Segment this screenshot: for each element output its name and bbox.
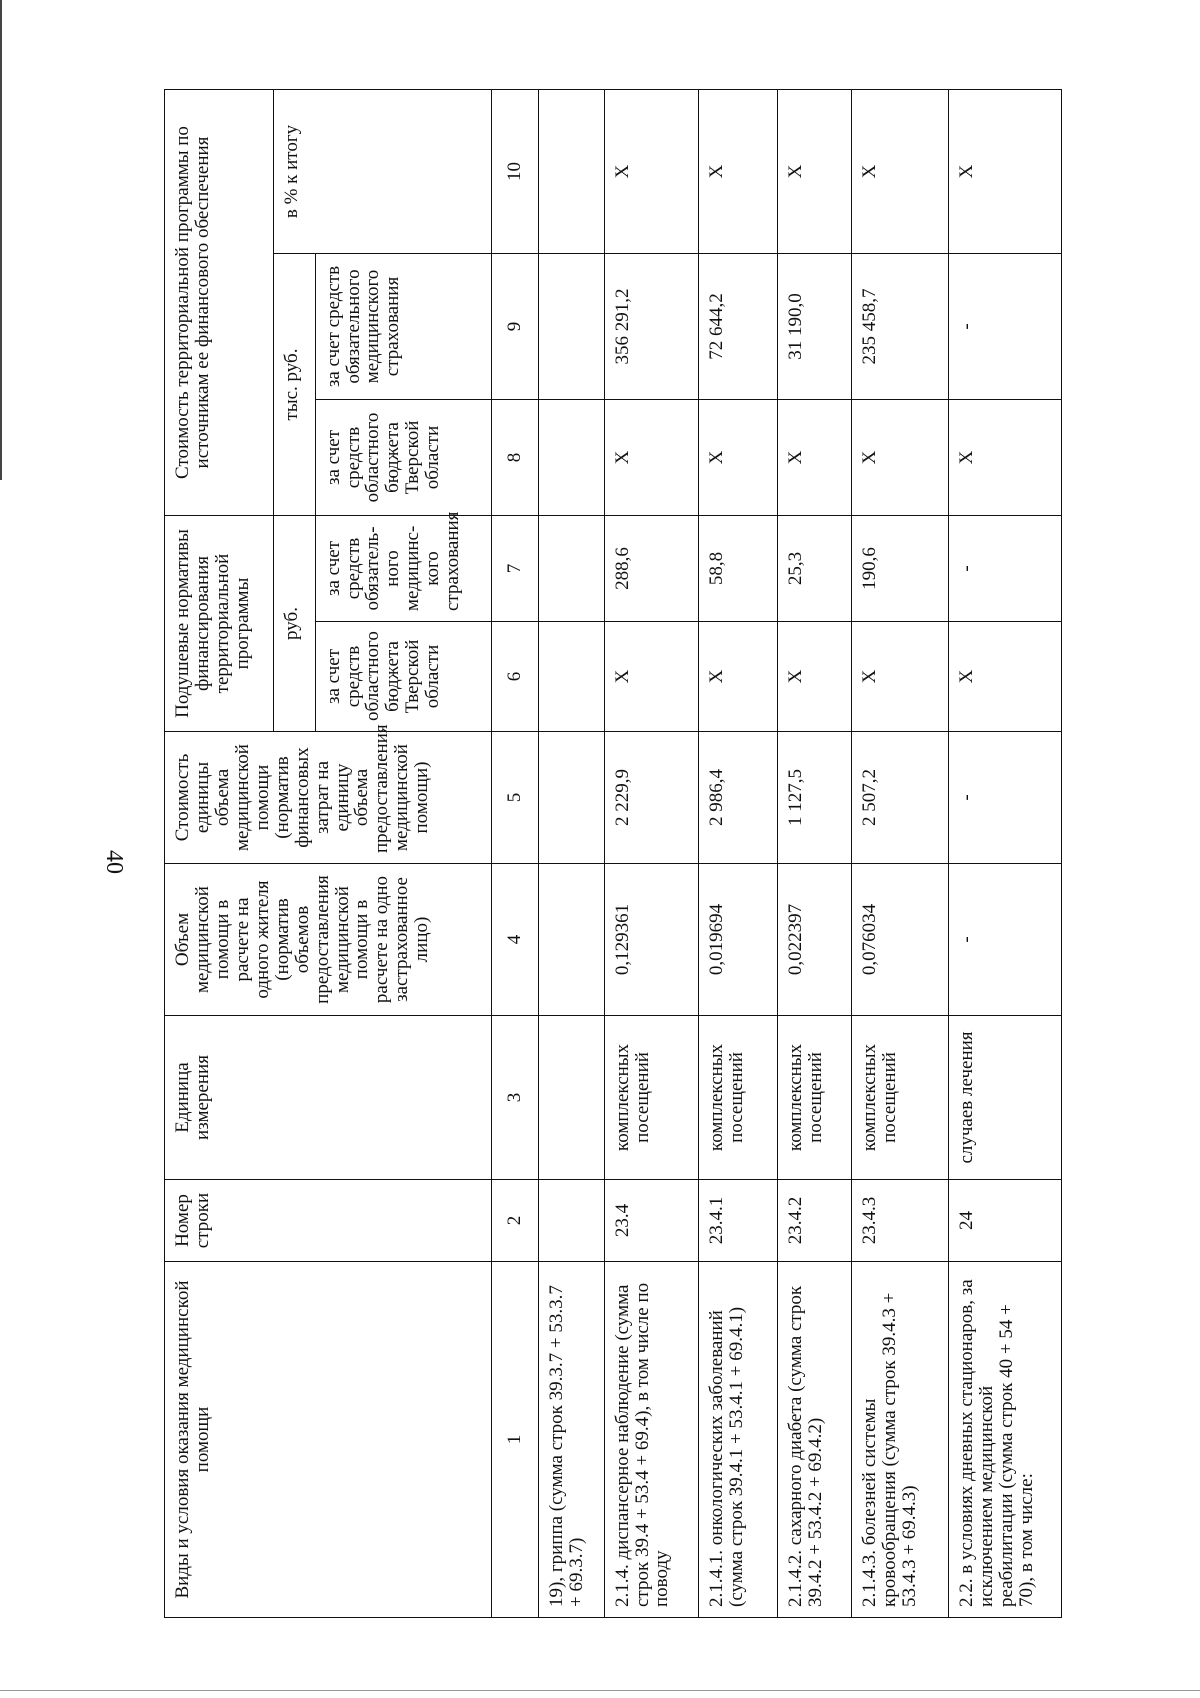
header-cell: за счет средств областного бюджета Тверской области xyxy=(315,622,491,732)
row-name: 19), гриппа (сумма строк 39.3.7 + 53.3.7 + 69.3.7) xyxy=(539,1262,604,1618)
row-line-number: 23.4 xyxy=(604,1180,699,1262)
column-number: 1 xyxy=(491,1262,538,1618)
page-number: 40 xyxy=(101,850,127,874)
header-cell: Объем медицинской помощи в расчете на одного жителя (норматив объемов предоставления медицинской помощи в расчете на одно застрахованное лицо) xyxy=(165,864,492,1016)
row-volume: 0,019694 xyxy=(699,864,778,1016)
column-number: 8 xyxy=(491,400,538,516)
row-pct: Х xyxy=(699,90,778,254)
row-name: 2.1.4.1. онкологических заболеваний (сумма строк 39.4.1 + 53.4.1 + 69.4.1) xyxy=(699,1262,778,1618)
column-number: 9 xyxy=(491,254,538,400)
header-unit-cell: тыс. руб. xyxy=(273,254,315,516)
row-volume: 0,022397 xyxy=(778,864,852,1016)
row-cost-oms: 31 190,0 xyxy=(778,254,852,400)
row-cost-budget: Х xyxy=(699,400,778,516)
row-cost-budget: Х xyxy=(852,400,949,516)
row-norm-oms: 25,3 xyxy=(778,516,852,622)
row-norm-oms xyxy=(539,516,604,622)
row-unit xyxy=(539,1016,604,1180)
row-unit: комплексных посещений xyxy=(604,1016,699,1180)
column-number: 7 xyxy=(491,516,538,622)
row-pct: Х xyxy=(604,90,699,254)
row-unit: комплексных посещений xyxy=(778,1016,852,1180)
header-cell: в % к итогу xyxy=(273,90,491,254)
row-norm-oms: - xyxy=(949,516,1062,622)
scan-edge-line xyxy=(0,1690,1200,1691)
data-table xyxy=(164,89,1062,1618)
row-norm-budget: Х xyxy=(778,622,852,732)
row-unit: комплексных посещений xyxy=(699,1016,778,1180)
row-norm-oms: 190,6 xyxy=(852,516,949,622)
row-cost-oms xyxy=(539,254,604,400)
header-cell: Виды и условия оказания медицинской помощи xyxy=(165,1262,492,1618)
row-name: 2.1.4.3. болезней системы кровообращения (сумма строк 39.4.3 + 53.4.3 + 69.4.3) xyxy=(852,1262,949,1618)
row-cost-unit: - xyxy=(949,732,1062,864)
header-cell: за счет средств обязатель-ного медицинс-кого страхования xyxy=(315,516,491,622)
row-norm-budget: Х xyxy=(699,622,778,732)
column-number: 3 xyxy=(491,1016,538,1180)
header-cell: за счет средств областного бюджета Тверской области xyxy=(315,400,491,516)
row-name: 2.2. в условиях дневных стационаров, за исключением медицинской реабилитации (сумма строк 40 + 54 + 70), в том числе: xyxy=(949,1262,1062,1618)
row-norm-budget: Х xyxy=(949,622,1062,732)
table-row xyxy=(852,90,949,1618)
row-volume: - xyxy=(949,864,1062,1016)
header-group-cell: Подушевые нормативы финансирования территориальной программы xyxy=(165,516,274,732)
row-line-number xyxy=(539,1180,604,1262)
table-row xyxy=(778,90,852,1618)
header-cell: Единица измерения xyxy=(165,1016,492,1180)
row-cost-budget xyxy=(539,400,604,516)
row-name: 2.1.4. диспансерное наблюдение (сумма строк 39.4 + 53.4 + 69.4), в том числе по поводу xyxy=(604,1262,699,1618)
rotated-table-wrapper xyxy=(164,90,1062,1618)
table-row xyxy=(604,90,699,1618)
header-cell: за счет средств обязательного медицинского страхования xyxy=(315,254,491,400)
row-volume xyxy=(539,864,604,1016)
row-pct xyxy=(539,90,604,254)
row-cost-unit: 2 986,4 xyxy=(699,732,778,864)
column-number: 2 xyxy=(491,1180,538,1262)
column-number: 10 xyxy=(491,90,538,254)
header-cell: Номер строки xyxy=(165,1180,492,1262)
row-cost-unit xyxy=(539,732,604,864)
row-cost-oms: - xyxy=(949,254,1062,400)
row-cost-oms: 356 291,2 xyxy=(604,254,699,400)
row-norm-oms: 288,6 xyxy=(604,516,699,622)
row-cost-unit: 1 127,5 xyxy=(778,732,852,864)
row-pct: Х xyxy=(778,90,852,254)
column-number: 6 xyxy=(491,622,538,732)
row-volume: 0,076034 xyxy=(852,864,949,1016)
row-line-number: 24 xyxy=(949,1180,1062,1262)
table-row xyxy=(539,90,604,1618)
row-name: 2.1.4.2. сахарного диабета (сумма строк 39.4.2 + 53.4.2 + 69.4.2) xyxy=(778,1262,852,1618)
row-line-number: 23.4.3 xyxy=(852,1180,949,1262)
row-unit: комплексных посещений xyxy=(852,1016,949,1180)
row-cost-oms: 72 644,2 xyxy=(699,254,778,400)
row-cost-unit: 2 229,9 xyxy=(604,732,699,864)
row-norm-oms: 58,8 xyxy=(699,516,778,622)
column-number: 5 xyxy=(491,732,538,864)
header-cell: Стоимость единицы объема медицинской помощи (норматив финансовых затрат на единицу объема предоставления медицинской помощи) xyxy=(165,732,492,864)
row-norm-budget: Х xyxy=(852,622,949,732)
header-unit-cell: руб. xyxy=(273,516,315,732)
row-norm-budget xyxy=(539,622,604,732)
row-pct: Х xyxy=(949,90,1062,254)
table-row xyxy=(949,90,1062,1618)
row-cost-budget: Х xyxy=(604,400,699,516)
row-line-number: 23.4.1 xyxy=(699,1180,778,1262)
scan-edge-line xyxy=(0,0,2,480)
header-group-cell: Стоимость территориальной программы по источникам ее финансового обеспечения xyxy=(165,90,274,516)
row-line-number: 23.4.2 xyxy=(778,1180,852,1262)
table-row xyxy=(699,90,778,1618)
column-number: 4 xyxy=(491,864,538,1016)
row-cost-budget: Х xyxy=(949,400,1062,516)
row-norm-budget: Х xyxy=(604,622,699,732)
row-cost-budget: Х xyxy=(778,400,852,516)
row-unit: случаев лечения xyxy=(949,1016,1062,1180)
row-cost-unit: 2 507,2 xyxy=(852,732,949,864)
row-pct: Х xyxy=(852,90,949,254)
row-cost-oms: 235 458,7 xyxy=(852,254,949,400)
column-number-row xyxy=(491,90,538,1618)
header-row xyxy=(165,90,274,1618)
row-volume: 0,129361 xyxy=(604,864,699,1016)
